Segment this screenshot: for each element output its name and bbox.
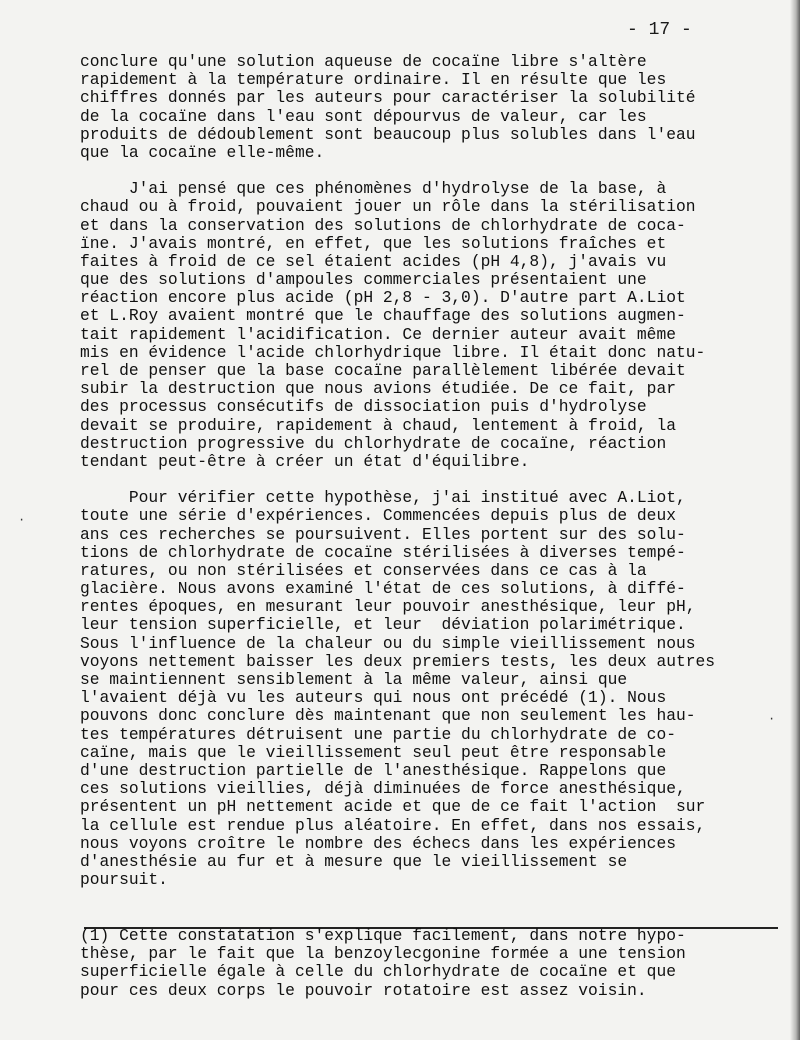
- text-line: ces solutions vieillies, déjà diminuées de force anesthésique,: [80, 779, 686, 799]
- text-line: subir la destruction que nous avions étudiée. De ce fait, par: [80, 379, 676, 399]
- text-line: rel de penser que la base cocaïne parallèlement libérée devait: [80, 361, 686, 380]
- text-line: toute une série d'expériences. Commencées depuis plus de deux: [80, 506, 676, 526]
- page-edge-shadow: [790, 0, 800, 1040]
- text-line: caïne, mais que le vieillissement seul peut être responsable: [80, 742, 667, 762]
- text-line: chaud ou à froid, pouvaient jouer un rôle dans la stérilisation: [80, 197, 696, 217]
- text-line: que des solutions d'ampoules commerciales présentaient une: [80, 270, 647, 290]
- paragraph-1: [80, 53, 780, 162]
- text-line: leur tension superficielle, et leur déviation polarimétrique.: [80, 615, 686, 635]
- text-line: et dans la conservation des solutions de chlorhydrate de coca-: [80, 215, 686, 235]
- text-line: la cellule est rendue plus aléatoire. En effet, dans nos essais,: [80, 815, 706, 835]
- footnote: [80, 927, 780, 1000]
- text-line: l'avaient déjà vu les auteurs qui nous ont précédé (1). Nous: [80, 688, 667, 708]
- text-line: destruction progressive du chlorhydrate de cocaïne, réaction: [80, 433, 667, 453]
- text-line: glacière. Nous avons examiné l'état de ces solutions, à diffé-: [80, 579, 686, 599]
- text-line: de la cocaïne dans l'eau sont dépourvus de valeur, car les: [80, 106, 647, 126]
- paragraph-2: [80, 180, 780, 471]
- text-line: conclure qu'une solution aqueuse de cocaïne libre s'altère: [80, 52, 647, 71]
- text-line: J'ai pensé que ces phénomènes d'hydrolyse de la base, à: [80, 179, 667, 199]
- footnote-line: thèse, par le fait que la benzoylecgonine formée a une tension: [80, 944, 686, 964]
- text-line: ïne. J'avais montré, en effet, que les solutions fraîches et: [80, 233, 667, 253]
- text-line: que la cocaïne elle-même.: [80, 142, 325, 162]
- text-line: se maintiennent sensiblement à la même valeur, ainsi que: [80, 670, 628, 689]
- paragraph-3: [80, 489, 780, 889]
- footnote-line: (1) Cette constatation s'explique facilement, dans notre hypo-: [80, 926, 686, 945]
- text-line: Sous l'influence de la chaleur ou du simple vieillissement nous: [80, 633, 696, 653]
- footnote-line: pour ces deux corps le pouvoir rotatoire est assez voisin.: [80, 980, 647, 1000]
- text-line: tait rapidement l'acidification. Ce dernier auteur avait même: [80, 324, 676, 344]
- body-text: [80, 53, 780, 889]
- text-line: faites à froid de ce sel étaient acides (pH 4,8), j'avais vu: [80, 251, 667, 271]
- text-line: tes températures détruisent une partie du chlorhydrate de co-: [80, 724, 676, 744]
- text-line: tions de chlorhydrate de cocaïne stérilisées à diverses tempé-: [80, 542, 686, 562]
- text-line: ans ces recherches se poursuivent. Elles portent sur des solu-: [80, 524, 686, 544]
- text-line: produits de dédoublement sont beaucoup plus solubles dans l'eau: [80, 124, 696, 144]
- margin-dot: ·: [18, 513, 26, 527]
- text-line: nous voyons croître le nombre des échecs dans les expériences: [80, 833, 676, 853]
- page-number: - 17 -: [627, 20, 692, 40]
- text-line: poursuit.: [80, 870, 168, 890]
- text-line: et L.Roy avaient montré que le chauffage des solutions augmen-: [80, 306, 686, 326]
- text-line: réaction encore plus acide (pH 2,8 - 3,0). D'autre part A.Liot: [80, 288, 686, 308]
- text-line: voyons nettement baisser les deux premiers tests, les deux autres: [80, 651, 716, 671]
- text-line: chiffres donnés par les auteurs pour caractériser la solubilité: [80, 88, 696, 108]
- text-line: des processus consécutifs de dissociation puis d'hydrolyse: [80, 397, 647, 417]
- text-line: devait se produire, rapidement à chaud, lentement à froid, la: [80, 415, 676, 435]
- text-line: pouvons donc conclure dès maintenant que non seulement les hau-: [80, 706, 696, 726]
- text-line: rapidement à la température ordinaire. Il en résulte que les: [80, 70, 667, 90]
- text-line: mis en évidence l'acide chlorhydrique libre. Il était donc natu-: [80, 342, 706, 362]
- text-line: tendant peut-être à créer un état d'équilibre.: [80, 451, 530, 471]
- margin-dot: ·: [768, 712, 776, 726]
- text-line: d'anesthésie au fur et à mesure que le vieillissement se: [80, 851, 628, 871]
- text-line: présentent un pH nettement acide et que de ce fait l'action sur: [80, 797, 706, 817]
- footnote-line: superficielle égale à celle du chlorhydrate de cocaïne et que: [80, 962, 676, 982]
- text-line: rentes époques, en mesurant leur pouvoir anesthésique, leur pH,: [80, 597, 696, 617]
- text-line: d'une destruction partielle de l'anesthésique. Rappelons que: [80, 760, 667, 780]
- text-line: Pour vérifier cette hypothèse, j'ai institué avec A.Liot,: [80, 488, 686, 508]
- text-line: ratures, ou non stérilisées et conservées dans ce cas à la: [80, 560, 647, 580]
